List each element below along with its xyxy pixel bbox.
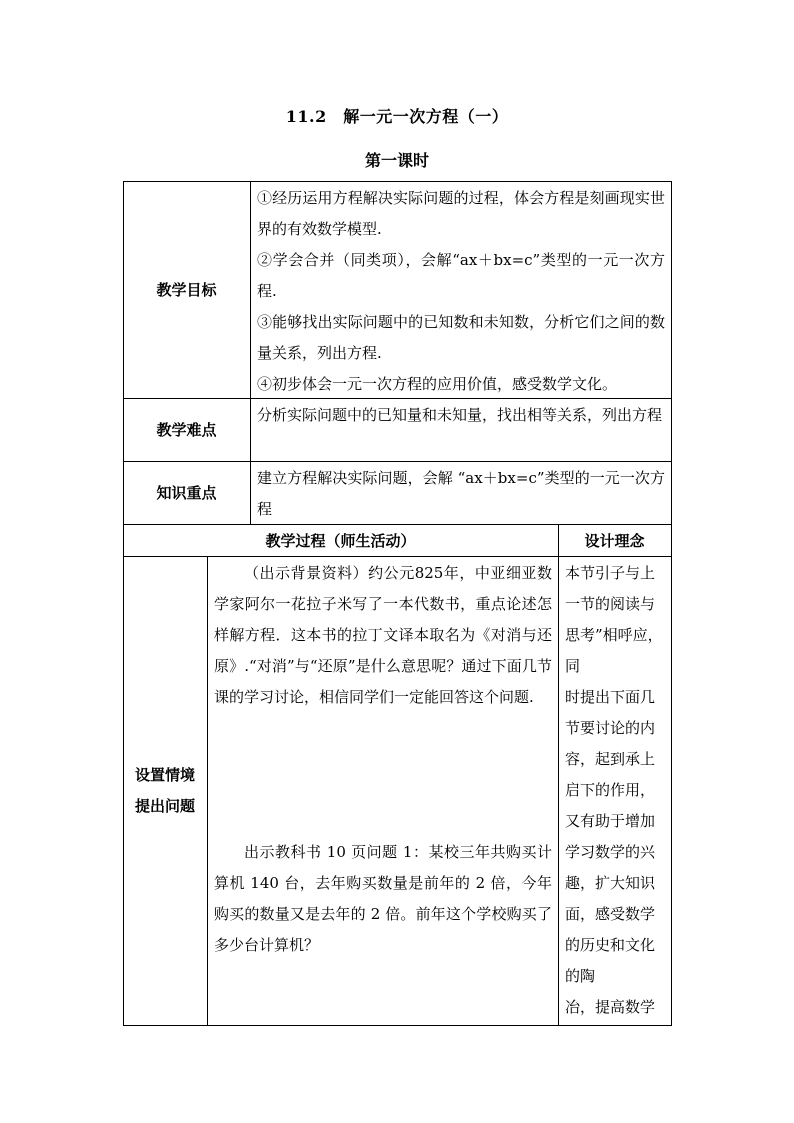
key-points-label-text: 知识重点	[156, 484, 217, 502]
design-line: 趣，扩大知识	[565, 874, 656, 892]
table-border-top	[123, 181, 672, 182]
table-divider	[250, 181, 251, 524]
design-line: 面，感受数学	[565, 905, 656, 923]
table-rule	[123, 556, 672, 557]
process-paragraph-2: 出示教科书 10 页问题 1：某校三年共购买计算机 140 台，去年购买数量是前年的 2 倍，今年购买的数量又是去年的 2 倍。前年这个学校购买了多少台计算机？	[214, 843, 552, 954]
design-line: 本节引子与上	[565, 564, 656, 582]
stage-label	[123, 556, 207, 1026]
table-border-left	[123, 181, 124, 1026]
goal-item-3: ③能够找出实际问题中的已知数和未知数，分析它们之间的数量关系，列出方程.	[257, 313, 665, 362]
design-line: 冶，提高数学	[565, 998, 656, 1016]
process-content	[207, 556, 558, 1026]
design-header	[558, 524, 671, 556]
goal-item-2: ②学会合并（同类项），会解“ax＋bx=c”类型的一元一次方程.	[257, 251, 665, 300]
stage-label-line1: 设置情境	[134, 766, 195, 784]
design-line: 启下的作用，	[565, 781, 656, 799]
design-content	[558, 556, 671, 1026]
design-line: 又有助于增加	[565, 812, 656, 830]
process-header	[123, 524, 558, 556]
table-divider	[207, 556, 208, 1026]
goals-content	[250, 181, 671, 398]
table-rule	[123, 398, 672, 399]
design-header-text: 设计理念	[584, 531, 645, 550]
design-line: 同	[565, 657, 581, 675]
table-rule	[123, 524, 672, 525]
page-subtitle: 第一课时	[364, 151, 429, 170]
table-border-right	[671, 181, 672, 1026]
table-divider	[558, 524, 559, 1026]
difficulty-content	[250, 398, 671, 461]
key-points-text: 建立方程解决实际问题，会解 “ax＋bx=c”类型的一元一次方程	[257, 469, 665, 518]
key-points-content	[250, 461, 671, 524]
page-title: 11.2 解一元一次方程（一）	[285, 107, 509, 126]
goal-item-1: ①经历运用方程解决实际问题的过程，体会方程是刻画现实世界的有效数学模型.	[257, 189, 665, 238]
design-line: 学习数学的兴	[565, 843, 656, 861]
design-line: 的陶	[565, 967, 596, 985]
design-line: 的历史和文化	[565, 936, 656, 954]
design-line: 思考”相呼应，	[565, 626, 663, 644]
process-paragraph-1: （出示背景资料）约公元825年，中亚细亚数学家阿尔一花拉子米写了一本代数书，重点论述怎样解方程．这本书的拉丁文译本取名为《对消与还原》.“对消”与“还原”是什么意思呢？通过下面几节课的学习讨论，相信同学们一定能回答这个问题.	[214, 564, 552, 706]
goal-item-4: ④初步体会一元一次方程的应用价值，感受数学文化。	[257, 375, 618, 393]
design-line: 容，起到承上	[565, 750, 656, 768]
design-line: 时提出下面几	[565, 688, 656, 706]
table-rule	[123, 461, 672, 462]
goals-label	[123, 181, 250, 398]
process-header-text: 教学过程（师生活动）	[265, 531, 416, 550]
difficulty-label-text: 教学难点	[156, 421, 217, 439]
stage-label-line2: 提出问题	[134, 797, 195, 815]
key-points-label	[123, 461, 250, 524]
goals-label-text: 教学目标	[156, 281, 217, 299]
design-line: 一节的阅读与	[565, 595, 656, 613]
table-border-bottom	[123, 1025, 672, 1026]
design-line: 节要讨论的内	[565, 719, 656, 737]
difficulty-text: 分析实际问题中的已知量和未知量，找出相等关系，列出方程	[257, 406, 663, 424]
difficulty-label	[123, 398, 250, 461]
